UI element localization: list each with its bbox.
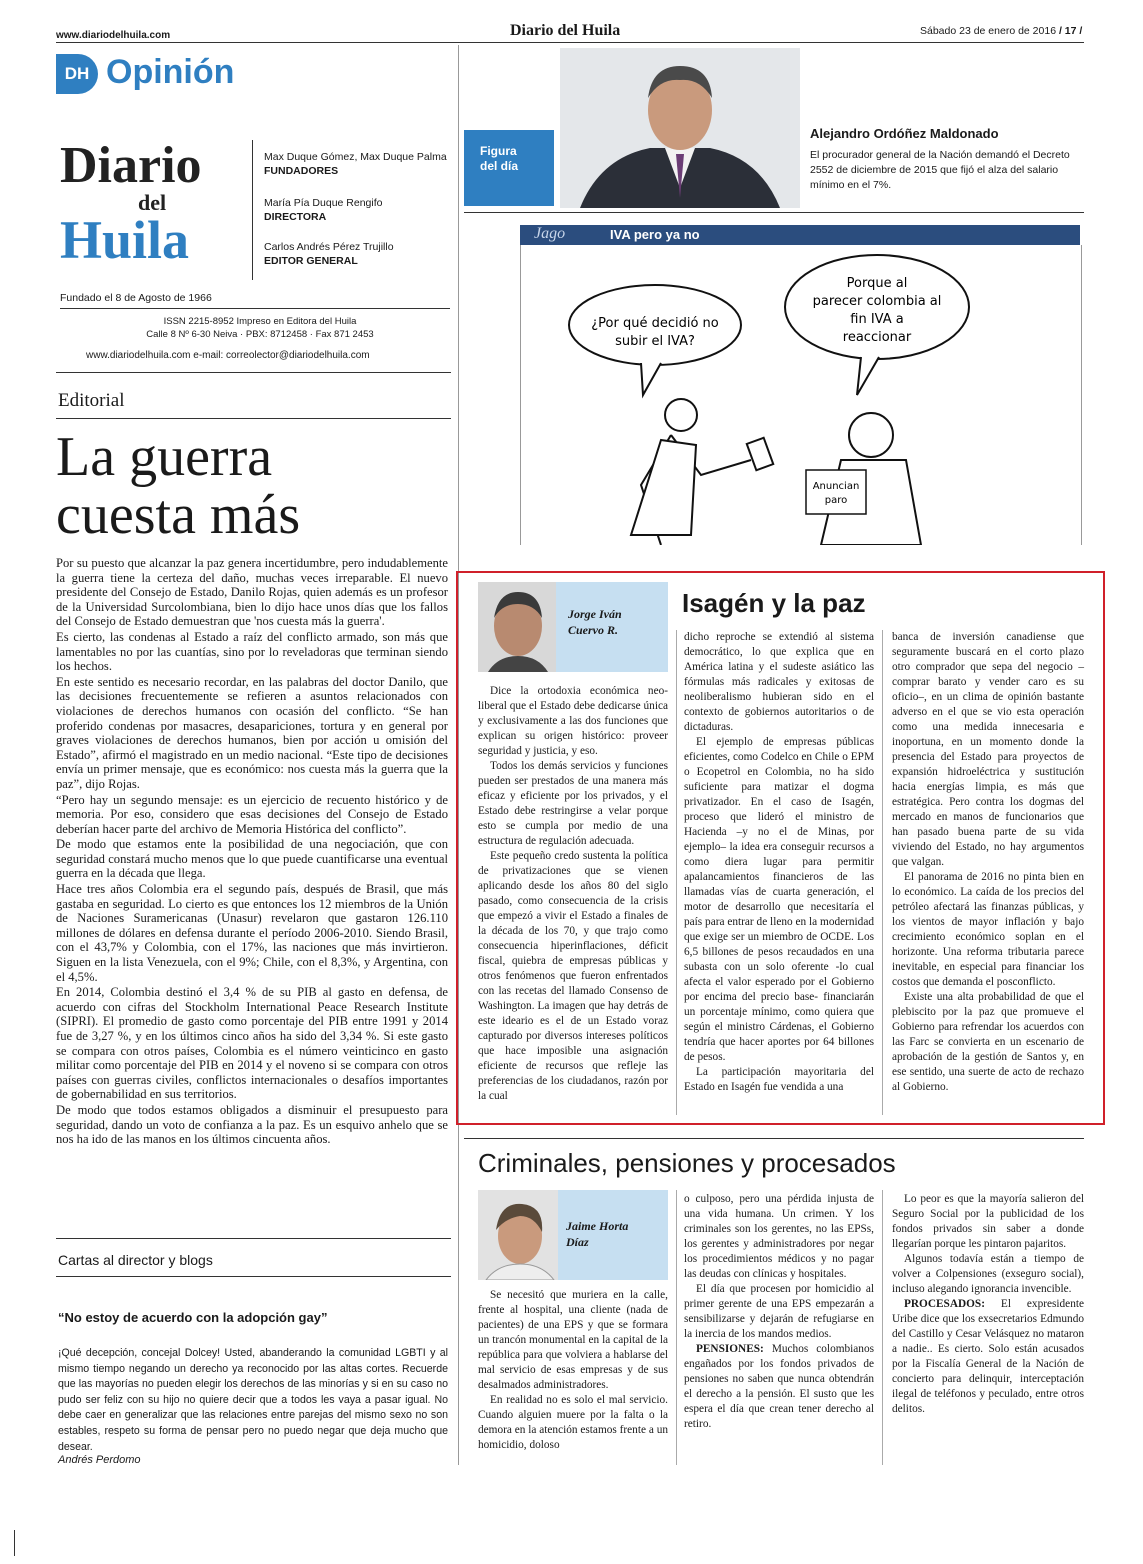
criminales-paragraph: Lo peor es que la mayoría salieron del Seguro Social por la publicidad de los fondos privados sin saber a donde llegarían porque les pintaron pajaritos. xyxy=(892,1193,1084,1250)
bubble-left-line2: subir el IVA? xyxy=(615,334,695,349)
criminales-author-box xyxy=(478,1190,668,1280)
section-title: Opinión xyxy=(106,53,235,91)
editorial-paragraph: “Pero hay un segundo mensaje: es un ejercicio de recuento histórico y de memoria. Por eso, considero que esas decisiones del Consejo de Estado deberían hacer parte del archivo de Memoria Histórica del conflicto”. xyxy=(56,792,448,836)
cartas-rule xyxy=(56,1276,451,1277)
cartoon-drawing xyxy=(521,245,1081,545)
figura-name: Alejandro Ordóñez Maldonado xyxy=(810,126,999,141)
page-edge-mark xyxy=(14,1530,15,1556)
logo-line-1: Diario xyxy=(60,137,202,194)
issn-line: ISSN 2215-8952 Impreso en Editora del Huila xyxy=(163,316,357,327)
cartoon-panel xyxy=(520,245,1082,545)
editorial-paragraph: De modo que todos estamos obligados a disminuir el presupuesto para seguridad, dando un voto de confianza a la paz. Es un esquivo anhelo que se nos ha ido de las manos en los últimos cincuenta años. xyxy=(56,1102,448,1147)
header-rule xyxy=(56,42,1084,43)
carta-title: “No estoy de acuerdo con la adopción gay” xyxy=(58,1310,328,1325)
founded-date: Fundado el 8 de Agosto de 1966 xyxy=(60,292,212,304)
criminales-paragraph: PENSIONES: Muchos colombianos engañados por los fondos privados de pensiones no saben que nunca obtendrán el derecho a la pensión. El susto que les espera el día que crean tener derecho al retiro. xyxy=(684,1343,874,1430)
isagen-col-divider-1 xyxy=(676,630,677,1115)
isagen-col-divider-2 xyxy=(882,630,883,1115)
isagen-paragraph: Dice la ortodoxia económica neoliberal que el Estado debe dedicarse única y exclusivamente a las dos funciones que explican su origen histórico: proveer seguridad y justicia, y eso. xyxy=(478,685,668,757)
isagen-paragraph: banca de inversión canadiense que seguramente buscará en el corto plazo otro comprador que sepa del negocio –comprar barato y vender caro es su oficio–, en un clima de opinión bastante adverso en el que se vio esta operación como una medida innecesaria e inoportuna, en un momento donde la presencia del Estado para proyectos de expansión hidroeléctrica y sustitución hacia energías limpia, es más que estratégica. Pero contra los dogmas del mercado en manos de funcionarios que han pasado buena parte de su vida viviendo del Estado, no hay argumentos que valgan. xyxy=(892,631,1084,868)
isagen-paragraph: dicho reproche se extendió al sistema democrático, lo que explica que en América latina y el sudeste asiático las fórmulas más radicales y exitosas de neoliberalismo hubieran sido en el contexto de gobiernos autoritarios o de dictaduras. xyxy=(684,631,874,733)
isagen-paragraph: El panorama de 2016 no pinta bien en lo económico. La caída de los precios del petróleo afectará las finanzas públicas, y los vientos de mayor inflación y bajo crecimiento económico soplan en el horizonte. Una reforma tributaria parece inevitable, en especial para financiar los costos que demanda el posconflicto. xyxy=(892,871,1084,988)
isagen-author: Jorge Iván Cuervo R. xyxy=(568,607,622,637)
director-name: María Pía Duque Rengifo xyxy=(264,197,383,209)
isagen-paragraph: Existe una alta probabilidad de que el plebiscito por la paz que promueve el Gobierno para refrendar los acuerdos con las Farc se convierta en un escenario de aprobación de la gestión de Santos y, en ese sentido, una suerte de acto de rechazo al Gobierno. xyxy=(892,991,1084,1093)
editorial-label: Editorial xyxy=(58,390,125,411)
sign-line2: paro xyxy=(824,495,848,506)
isagen-column-2 xyxy=(684,630,874,1095)
isagen-column-3 xyxy=(892,630,1084,1095)
editorial-paragraph: En este sentido es necesario recordar, en las palabras del doctor Danilo, que las decisiones frecuentemente se refieren a asuntos relacionados con violaciones de derechos humanos con ocasión del conflicto. “Se han proferido condenas por masacres, desapariciones, tortura y en general por graves violaciones de derechos humanos, bien por acción u omisión del Estado”, afirmó el magistrado en un medio nacional. “Este tipo de decisiones envía un primer mensaje, que es económico: nos cuesta más la guerra que la paz”, dijo Rojas. xyxy=(56,674,448,791)
page-date: Sábado 23 de enero de 2016 / 17 / xyxy=(920,25,1083,37)
cartas-label: Cartas al director y blogs xyxy=(58,1252,213,1268)
criminales-headline: Criminales, pensiones y procesados xyxy=(478,1148,896,1178)
cartoon-title-bar xyxy=(520,225,1080,245)
criminales-paragraph: Se necesitó que muriera en la calle, frente al hospital, una cliente (nada de pacientes) de una EPS y que se formara un trancón monumental en la capital de la república para que volviera a hablarse del mal servicio de esas empresas y de sus desalmados administradores. xyxy=(478,1289,668,1391)
editorial-rule xyxy=(56,418,451,419)
portrait-photo-icon xyxy=(560,48,800,208)
editorial-paragraph: En 2014, Colombia destinó el 3,4 % de su PIB al gasto en defensa, de acuerdo con cifras del Stockholm International Peace Research Institute (SIPRI). El promedio de gasto como porcentaje del PIB entre 1991 y 2014 fue de 3,27 %, y en los últimos cinco años ha sido del 3,34 %. Si este gasto se compara con otros países, Colombia es el número veinticinco en gasto militar como porcentaje del PIB en 2014 y el noveno si se compara con otros países con guerras civiles, conflictos internacionales o desafíos importantes de gobernabilidad en sus territorios. xyxy=(56,985,448,1102)
founders-role: FUNDADORES xyxy=(264,165,339,177)
logo-line-2: del xyxy=(138,190,167,215)
editor-name: Carlos Andrés Pérez Trujillo xyxy=(264,241,394,253)
bubble-right-line2: parecer colombia al xyxy=(812,294,942,309)
logo-line-3: Huila xyxy=(60,210,190,270)
carta-signature: Andrés Perdomo xyxy=(58,1454,141,1466)
address-line: Calle 8 Nº 6-30 Neiva · PBX: 8712458 · Fax 871 2453 xyxy=(146,329,374,340)
cartoon-author: Jago xyxy=(534,225,566,242)
bubble-right-line1: Porque al xyxy=(846,276,908,291)
masthead-divider xyxy=(252,140,253,280)
editorial-paragraph: De modo que estamos ente la posibilidad de una negociación, que con seguridad constará mucho menos que lo que puede cuantificarse una eventual guerra en la década que llega. xyxy=(56,837,448,881)
isagen-paragraph: Este pequeño credo sustenta la política de privatizaciones que se vienen aplicando desde los años 80 del siglo pasado, como consecuencia de la crisis que empezó a vivir el Estado a finales de la década de los 70, y que trajo como consecuencia hiperinflaciones, déficit fiscal, quiebra de empresas públicas y otros fenómenos que fueron enfrentados con las recetas del llamado Consenso de Washington. La imagen que hay detrás de este ideario es el de un Estado voraz capturado por diversos intereses políticos que hace imposible una asignación eficiente de recursos que refleje las preferencias de los ciudadanos, razón por la cual xyxy=(478,850,668,1102)
criminales-paragraph: El día que procesen por homicidio al primer gerente de una EPS empezarán a sensibilizarse y dejarán de refugiarse en la inercia de los mandos medios. xyxy=(684,1283,874,1340)
criminales-column-1 xyxy=(478,1288,668,1453)
isagen-column-1 xyxy=(478,684,668,1104)
criminales-column-2 xyxy=(684,1192,874,1432)
figura-photo xyxy=(560,48,800,208)
editorial-paragraph: Hace tres años Colombia era el segundo país, después de Brasil, que más gastaba en seguridad. Lo cierto es que entonces los 12 miembros de la Unión de Naciones Suramericanas (Unasur) revelaron que gastaron 126.110 millones de dólares en defensa durante el período 2006-2010. Siendo Brasil, con el 43,7% y Colombia, con el 17%, las naciones que más invirtieron. Siguen en la lista Venezuela, con el 9%; Chile, con el 8,3%, y Argentina, con el 4,5%. xyxy=(56,882,448,984)
section-logo: DH xyxy=(56,54,98,94)
isagen-paragraph: La participación mayoritaria del Estado en Isagén fue vendida a una xyxy=(684,1066,874,1093)
contact-line: www.diariodelhuila.com e-mail: correolector@diariodelhuila.com xyxy=(86,350,370,361)
editorial-headline: La guerra cuesta más xyxy=(56,426,301,546)
director-role: DIRECTORA xyxy=(264,211,327,223)
bubble-left-line1: ¿Por qué decidió no xyxy=(591,316,719,331)
criminales-col-divider-1 xyxy=(676,1190,677,1465)
isagen-paragraph: El ejemplo de empresas públicas eficientes, como Codelco en Chile o EPM o Ecopetrol en Colombia, no ha sido suficiente para matizar el dogma privatizador. En el caso de Isagén, proceso que lideró el ministro de Hacienda –y no el de Minas, por ejemplo– la idea era conseguir recursos a como diera lugar para permitir apalancamientos financieros de las llamadas vías de cuarta generación, el motor de desarrollo que necesitaría el país para entrar de lleno en la modernidad que exige ser un miembro de OCDE. Los 6,5 billones de pesos recaudados en una subasta con un solo oferente -lo cual afecta el valor esperado por el Gobierno por encima del precio base- financiarán un porcentaje mínimo, como quiera que según el ministro Cárdenas, el Gobierno tendría que hacer aportes por 64 billones de pesos. xyxy=(684,736,874,1063)
criminales-column-3 xyxy=(892,1192,1084,1417)
cartoon-title: IVA pero ya no xyxy=(610,227,700,242)
criminales-paragraph: o culposo, pero una pérdida injusta de una vida humana. Un crimen. Y los criminales son los gerentes, no las EPSs, los gerentes y administradores por negar los procedimientos médicos y no pagar las deudas con clínicas y hospitales. xyxy=(684,1193,874,1280)
masthead-staff xyxy=(264,150,447,268)
masthead-imprint xyxy=(0,315,520,341)
figura-label-box xyxy=(464,130,554,206)
criminales-paragraph: En realidad no es solo el mal servicio. Cuando alguien muere por la falta o la demora en la atención estamos frente a un homicidio, doloso xyxy=(478,1394,668,1451)
criminales-paragraph: PROCESADOS: El expresidente Uribe dice que los exsecretarios Edmundo del Castillo y Cesar Velásquez no mataron a nadie.. Es cierto. Solo están acusados por la Fiscalía General de la Nación de concierto para delinquir, interceptación ilegal de teléfonos y peculado, entre otros delitos. xyxy=(892,1298,1084,1415)
editorial-body xyxy=(56,556,448,1148)
figura-rule xyxy=(464,212,1084,213)
author-photo-icon xyxy=(478,1190,558,1280)
isagen-headline: Isagén y la paz xyxy=(682,588,866,618)
figura-text: El procurador general de la Nación demandó el Decreto 2552 de diciembre de 2015 que fijó el alza del salario mínimo en el 7%. xyxy=(810,149,1070,191)
paper-name: Diario del Huila xyxy=(510,22,621,39)
criminales-paragraph: Algunos todavía están a tiempo de volver a Colpensiones (exseguro social), incluso alegando ignorancia invencible. xyxy=(892,1253,1084,1295)
masthead-rule xyxy=(60,308,450,309)
author-photo-icon xyxy=(478,582,556,672)
cartas-top-rule xyxy=(56,1238,451,1239)
criminales-author: Jaime Horta Díaz xyxy=(566,1219,629,1249)
page-number: / 17 / xyxy=(1058,25,1083,37)
masthead-logo xyxy=(60,137,245,280)
isagen-paragraph: Todos los demás servicios y funciones pueden ser prestados de una manera más eficaz y eficiente por los privados, y el Estado debe restringirse a velar porque esto se cumpla por medio de una estructura de regulación adecuada. xyxy=(478,760,668,847)
sign-line1: Anuncian xyxy=(812,481,860,492)
masthead-bottom-rule xyxy=(56,372,451,373)
section-banner xyxy=(56,50,276,100)
page-url: www.diariodelhuila.com xyxy=(56,30,171,41)
editor-role: EDITOR GENERAL xyxy=(264,255,358,267)
editorial-paragraph: Es cierto, las condenas al Estado a raíz del conflicto armado, son más que lamentables no por las cuantías, sino por lo reveladoras que terminan siendo los hechos. xyxy=(56,629,448,674)
editorial-paragraph: Por su puesto que alcanzar la paz genera incertidumbre, pero indudablemente la guerra tiene la certeza del daño, muchas veces irreparable. El nuevo presidente del Consejo de Estado, Danilo Rojas, quien además es un profesor de la Universidad Surcolombiana, bien lo dijo hace unos días que los fallos del Consejo de Estado demuestran que 'nos cuesta más la guerra'. xyxy=(56,556,448,629)
founders-names: Max Duque Gómez, Max Duque Palma xyxy=(264,151,447,163)
criminales-col-divider-2 xyxy=(882,1190,883,1465)
carta-body: ¡Qué decepción, concejal Dolcey! Usted, abanderando la comunidad LGBTI y al mismo tiempo negando un derecho ya reconocido por las altas cortes. Recuerde que las mayorías no pueden elegir los derechos de las minorías y si en su caso no pudo ser feliz con su hijo no quiere decir que a todos les vaya a pasar igual. No debe caer en generalizar que las relaciones entre parejas del mismo sexo no son estables, respeto su forma de pensar pero no puedo negar que deja mucho que desear. xyxy=(58,1347,448,1453)
bubble-right-line4: reaccionar xyxy=(842,330,912,345)
figura-label: Figura del día xyxy=(480,144,519,173)
isagen-author-box xyxy=(478,582,668,672)
criminales-top-rule xyxy=(464,1138,1084,1139)
bubble-right-line3: fin IVA a xyxy=(850,312,904,327)
